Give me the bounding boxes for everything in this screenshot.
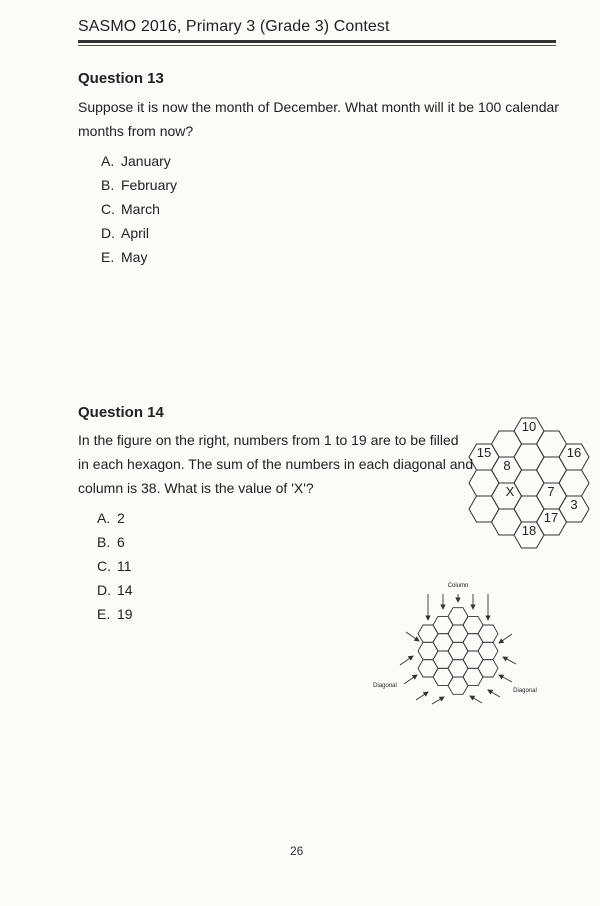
diagonal-right-label: Diagonal: [513, 688, 537, 694]
question-14-text-line3: column is 38. What is the value of 'X'?: [78, 480, 314, 496]
question-14-text-line2: in each hexagon. The sum of the numbers in each diagonal and: [78, 456, 474, 472]
right-diagonal-arrow-4: [488, 690, 500, 697]
column-arrows: [428, 594, 488, 620]
question-13-text-line1: Suppose it is now the month of December. What month will it be 100 calendar: [78, 99, 559, 115]
guide-hexagon: [478, 642, 498, 659]
hex-label-x: X: [505, 484, 515, 499]
page-number: 26: [290, 844, 304, 858]
left-diagonal-arrow-2: [400, 656, 413, 665]
question-13-title: Question 13: [78, 70, 164, 87]
left-diagonal-arrow-4: [416, 692, 428, 700]
diagonal-left-label: Diagonal: [373, 683, 397, 689]
hex-label-18: 18: [521, 523, 537, 538]
right-diagonal-arrow-3: [499, 675, 512, 682]
q14-option-d-letter: D.: [97, 582, 111, 598]
question-13-text-line2: months from now?: [78, 123, 194, 139]
q14-option-a-letter: A.: [97, 510, 111, 526]
q13-option-b-text: February: [121, 177, 178, 193]
q14-option-e-letter: E.: [97, 606, 111, 622]
q13-option-e-letter: E.: [101, 249, 115, 265]
right-diagonal-arrow-2: [503, 657, 516, 664]
right-diagonal-arrow-5: [470, 696, 482, 703]
q13-option-c-letter: C.: [101, 201, 115, 217]
hex-label-15: 15: [476, 445, 492, 460]
q14-option-d-text: 14: [117, 582, 133, 598]
q13-option-a-text: January: [121, 153, 171, 169]
column-label: Column: [447, 583, 469, 589]
q13-option-b-letter: B.: [101, 177, 115, 193]
hex-label-16: 16: [566, 445, 582, 460]
q14-option-c-text: 11: [117, 558, 132, 574]
hex-label-3: 3: [570, 497, 578, 512]
hex-label-8: 8: [503, 458, 511, 473]
q14-option-b-text: 6: [117, 534, 125, 550]
left-diagonal-arrow-1: [406, 632, 419, 641]
hex-label-17: 17: [543, 510, 559, 525]
q13-option-a-letter: A.: [101, 153, 115, 169]
hex-label-7: 7: [547, 484, 555, 499]
question-14-text-line1: In the figure on the right, numbers from 1 to 19 are to be filled: [78, 432, 459, 448]
q14-option-b-letter: B.: [97, 534, 111, 550]
left-diagonal-arrow-5: [432, 697, 444, 704]
hex-label-10: 10: [521, 419, 537, 434]
q14-option-a-text: 2: [117, 510, 125, 526]
q14-option-c-letter: C.: [97, 558, 111, 574]
guide-hexagon: [478, 625, 498, 642]
q13-option-c-text: March: [121, 201, 160, 217]
right-diagonal-arrow-1: [499, 634, 512, 643]
header-title: SASMO 2016, Primary 3 (Grade 3) Contest: [78, 18, 390, 35]
left-diagonal-arrow-3: [404, 675, 417, 684]
q13-option-d-letter: D.: [101, 225, 115, 241]
q13-option-d-text: April: [121, 225, 150, 241]
question-14-title: Question 14: [78, 404, 164, 421]
q13-option-e-text: May: [121, 249, 148, 265]
q14-option-e-text: 19: [117, 606, 133, 622]
guide-hexagon: [478, 660, 498, 677]
